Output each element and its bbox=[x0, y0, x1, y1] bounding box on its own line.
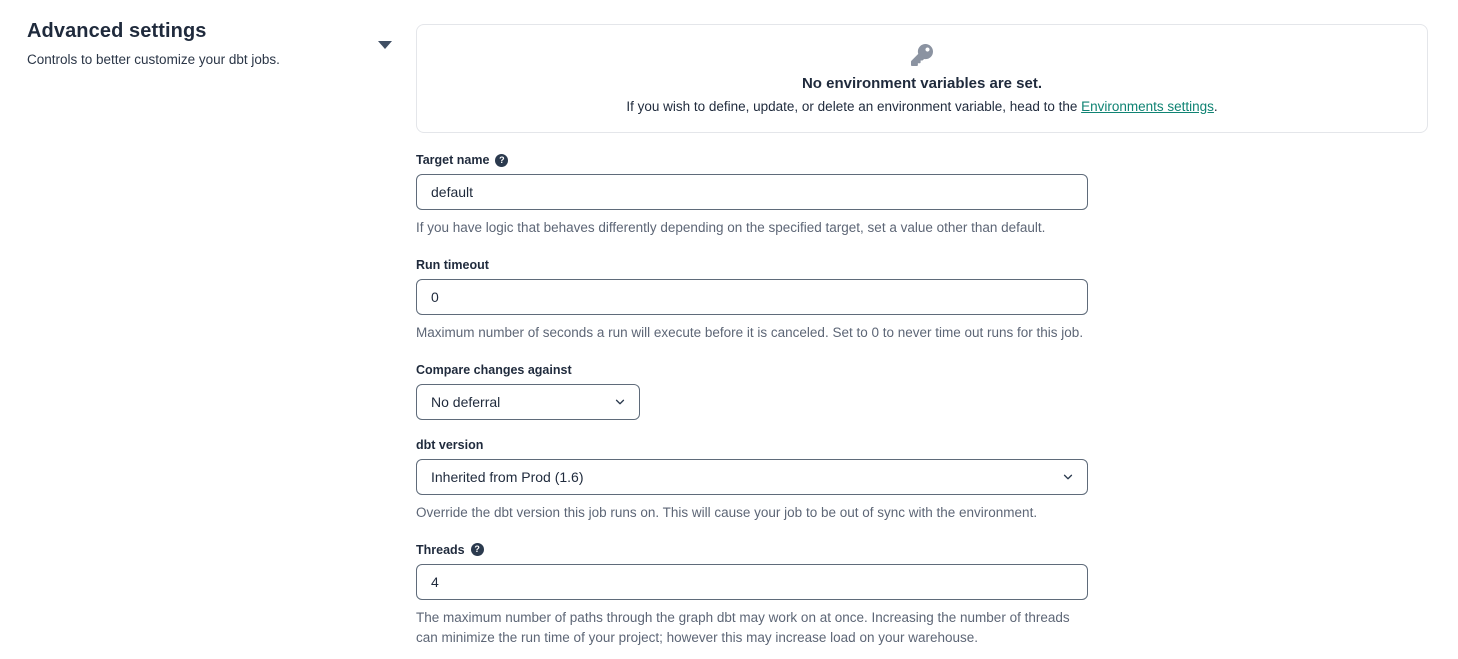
threads-label bbox=[416, 543, 1088, 557]
section-header bbox=[27, 20, 357, 67]
compare-changes-label-text: Compare changes against bbox=[416, 362, 572, 377]
compare-changes-select[interactable] bbox=[416, 384, 640, 420]
target-name-label-text: Target name bbox=[416, 153, 490, 167]
chevron-down-icon bbox=[1061, 470, 1075, 484]
run-timeout-label bbox=[416, 258, 1088, 272]
env-message-prefix: If you wish to define, update, or delete an environment variable, head to the bbox=[626, 98, 1082, 114]
target-name-field-group bbox=[416, 153, 1088, 238]
settings-form bbox=[416, 24, 1428, 659]
question-circle-icon[interactable]: ? bbox=[471, 543, 484, 556]
run-timeout-label-text: Run timeout bbox=[416, 257, 489, 272]
run-timeout-field-group bbox=[416, 258, 1088, 343]
threads-input[interactable] bbox=[416, 564, 1088, 600]
caret-down-icon[interactable] bbox=[378, 41, 392, 49]
compare-changes-field-group bbox=[416, 363, 1088, 420]
question-circle-icon[interactable]: ? bbox=[495, 154, 508, 167]
dbt-version-field-group bbox=[416, 438, 1088, 523]
threads-label-text: Threads bbox=[416, 542, 465, 557]
page-subtitle: Controls to better customize your dbt jobs. bbox=[27, 52, 280, 67]
run-timeout-input[interactable] bbox=[416, 279, 1088, 315]
run-timeout-helper: Maximum number of seconds a run will execute before it is canceled. Set to 0 to never time out runs for this job. bbox=[416, 324, 1084, 340]
dbt-version-select[interactable] bbox=[416, 459, 1088, 495]
dbt-version-label bbox=[416, 438, 1088, 452]
dbt-version-selected-value: Inherited from Prod (1.6) bbox=[431, 468, 584, 485]
target-name-label bbox=[416, 153, 1088, 167]
compare-changes-selected-value: No deferral bbox=[431, 393, 501, 410]
env-message-suffix: . bbox=[1213, 98, 1218, 114]
compare-changes-label bbox=[416, 363, 1088, 377]
target-name-input[interactable] bbox=[416, 174, 1088, 210]
threads-helper: The maximum number of paths through the graph dbt may work on at once. Increasing the number of threads can minimize the run time of your project; however this may increase load on your warehouse. bbox=[416, 609, 1070, 645]
environments-settings-link[interactable]: Environments settings bbox=[1081, 98, 1214, 114]
page-title: Advanced settings bbox=[27, 20, 207, 42]
key-icon bbox=[911, 44, 933, 66]
chevron-down-icon bbox=[613, 395, 627, 409]
target-name-helper: If you have logic that behaves differently depending on the specified target, set a value other than default. bbox=[416, 220, 1046, 235]
dbt-version-helper: Override the dbt version this job runs on. This will cause your job to be out of sync with the environment. bbox=[416, 504, 1038, 520]
env-empty-message bbox=[626, 99, 1217, 114]
env-vars-empty-state bbox=[416, 24, 1428, 133]
env-empty-title: No environment variables are set. bbox=[801, 74, 1043, 92]
dbt-version-label-text: dbt version bbox=[416, 437, 484, 452]
threads-field-group bbox=[416, 543, 1088, 648]
